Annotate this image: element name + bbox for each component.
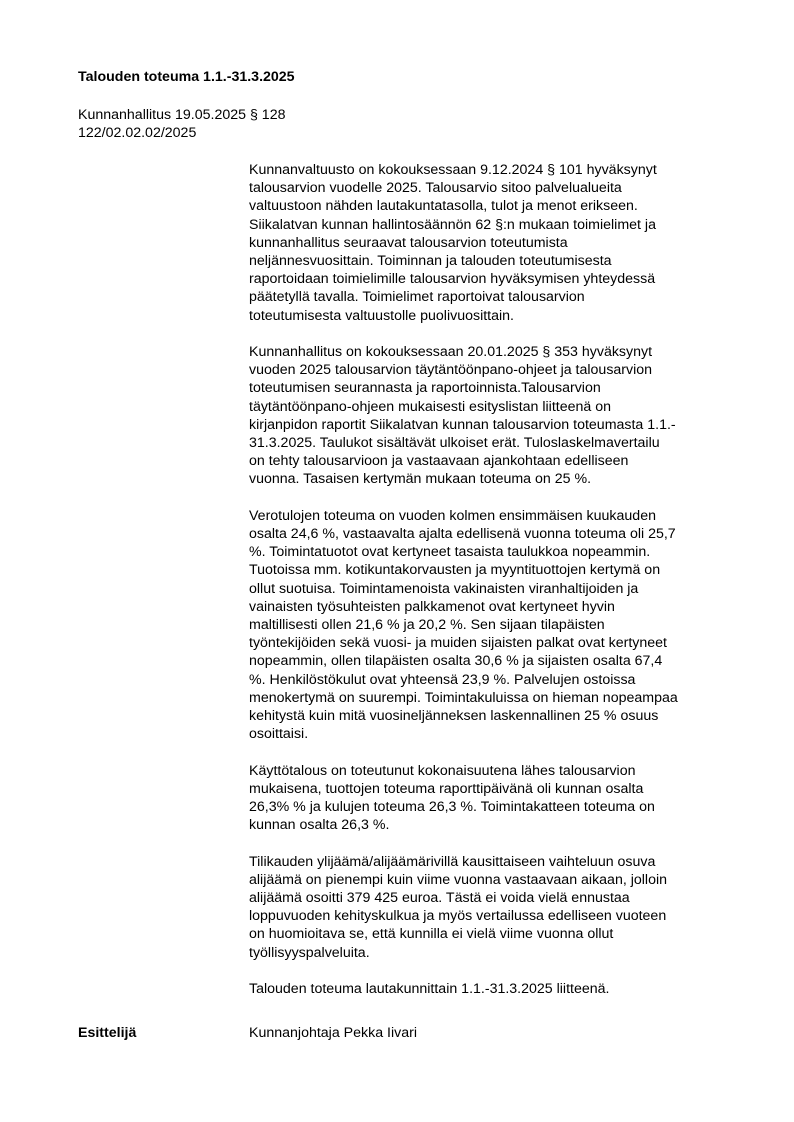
- meeting-info: [78, 106, 285, 142]
- document-body: [249, 161, 749, 1016]
- presenter-name: Kunnanjohtaja Pekka Iivari: [249, 1025, 417, 1041]
- meeting-line: Kunnanhallitus 19.05.2025 § 128: [78, 107, 286, 123]
- body-paragraph: Käyttötalous on toteutunut kokonaisuutena lähes talousarvion mukaisena, tuottojen toteuma raporttipäivänä oli kunnan osalta 26,3% % ja kulujen toteuma 26,3 %. Toimintakatteen toteuma on kunnan osalta 26,3 %.: [249, 762, 655, 834]
- body-paragraph: Kunnanhallitus on kokouksessaan 20.01.2025 § 353 hyväksynyt vuoden 2025 talousarvion täytäntöönpano-ohjeet ja talousarvion toteutumisen seurannasta ja raportoinnista.Talousarvion täytäntöönpano-ohjeen mukaisesti esityslistan liitteenä on kirjanpidon raportit Siikalatvan kunnan talousarvion toteumasta 1.1.- 31.3.2025. Taulukot sisältävät ulkoiset erät. Tuloslaskelmavertailu on tehty talousarvioon ja vastaavaan ajankohtaan edelliseen vuonna. Tasaisen kertymän mukaan toteuma on 25 %.: [249, 344, 676, 488]
- body-paragraph: Tilikauden ylijäämä/alijäämärivillä kausittaiseen vaihteluun osuva alijäämä on pienempi kuin viime vuonna vastaavaan aikaan, jolloin alijäämä osoitti 379 425 euroa. Tästä ei voida vielä ennustaa loppuvuoden kehityskulkua ja myös vertailussa edelliseen vuoteen on huomioitava se, että kunnilla ei vielä viime vuonna ollut työllisyyspalveluita.: [249, 853, 667, 961]
- case-number: 122/02.02.02/2025: [78, 125, 197, 142]
- body-paragraph: Talouden toteuma lautakunnittain 1.1.-31.3.2025 liitteenä.: [249, 981, 610, 998]
- body-paragraph: Verotulojen toteuma on vuoden kolmen ensimmäisen kuukauden osalta 24,6 %, vastaavalta ajalta edellisenä vuonna toteuma oli 25,7 %. Toimintatuotot ovat kertyneet tasaista taulukkoa nopeammin. Tuotoissa mm. kotikuntakorvausten ja myyntituottojen kertymä on ollut suotuisa. Toimintamenoista vakinaisten viranhaltijoiden ja vainaisten työsuhteisten palkkamenot ovat kertyneet hyvin maltillisesti ollen 21,6 % ja 20,2 %. Sen sijaan tilapäisten työntekijöiden sekä vuosi- ja muiden sijaisten palkat ovat kertyneet nopeammin, ollen tilapäisten osalta 30,6 % ja sijaisten osalta 67,4 %. Henkilöstökulut ovat yhteensä 23,9 %. Palvelujen ostoissa menokertymä on suurempi. Toimintakuluissa on hieman nopeampaa kehitystä kuin mitä vuosineljänneksen laskennallinen 25 % osuus osoittaisi.: [249, 507, 678, 743]
- body-paragraph: Kunnanvaltuusto on kokouksessaan 9.12.2024 § 101 hyväksynyt talousarvion vuodelle 2025. Talousarvio sitoo palvelualueita valtuustoon nähden lautakuntatasolla, tulot ja menot erikseen. Siikalatvan kunnan hallintosäännön 62 §:n mukaan toimielimet ja kunnanhallitus seuraavat talousarvion toteutumista neljännesvuosittain. Toiminnan ja talouden toteutumisesta raportoidaan toimielimille talousarvion hyväksymisen yhteydessä päätetyllä tavalla. Toimielimet raportoivat talousarvion toteutumisesta valtuustolle puolivuosittain.: [249, 162, 657, 324]
- presenter-label: Esittelijä: [78, 1025, 137, 1041]
- document-title: Talouden toteuma 1.1.-31.3.2025: [78, 69, 295, 85]
